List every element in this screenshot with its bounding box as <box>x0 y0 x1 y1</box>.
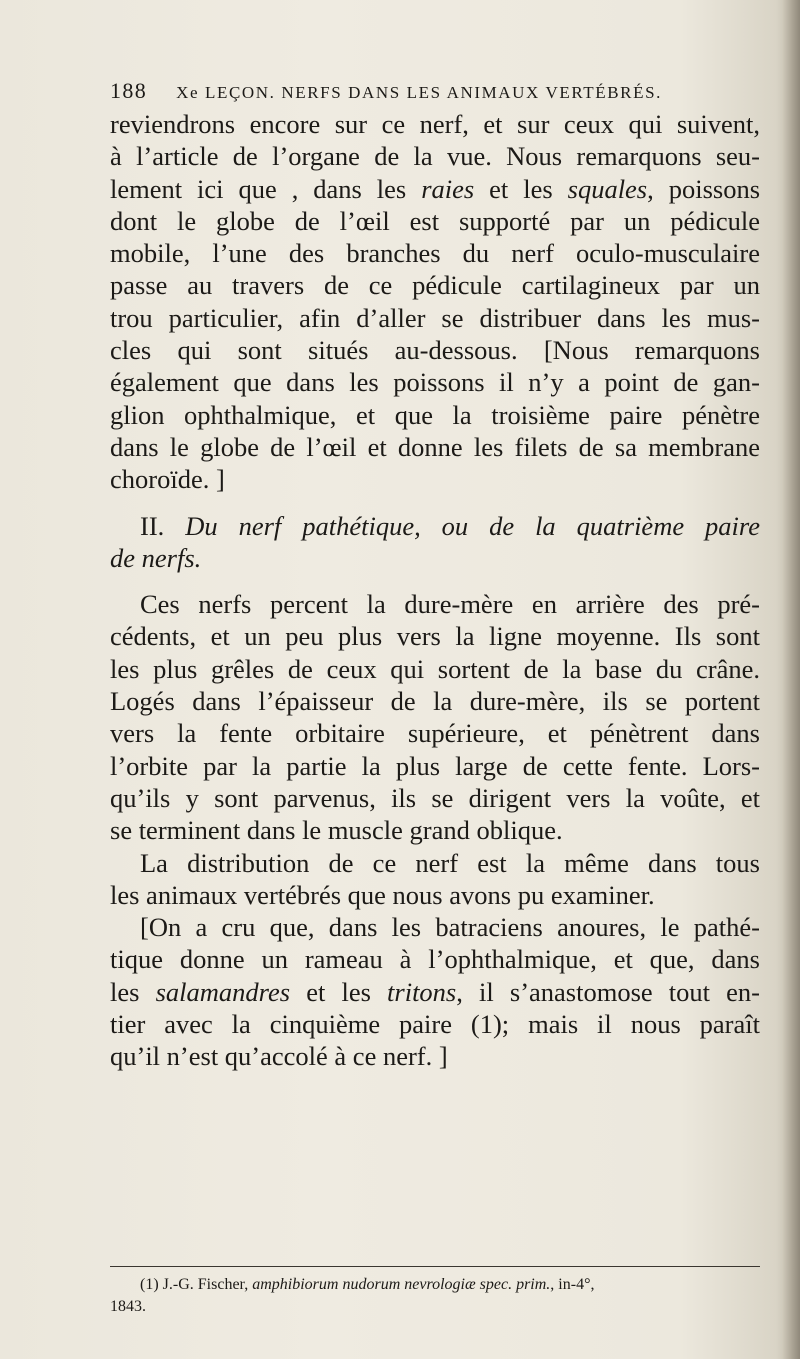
text-line: [On a cru que, dans les batraciens anoures, le pathé- <box>140 912 760 943</box>
text-span: , il s’anastomose tout en- <box>456 976 760 1007</box>
section-title-continued: de nerfs. <box>110 542 202 573</box>
text-line: reviendrons encore sur ce nerf, et sur ceux qui suivent, <box>110 109 760 139</box>
section-title: Du nerf pathétique, ou de la quatrième paire <box>185 510 760 541</box>
italic-term: squales <box>567 173 648 204</box>
text-line: qu’ils y sont parvenus, ils se dirigent vers la voûte, et <box>110 782 760 813</box>
text-span: et les <box>474 173 568 204</box>
page-edge-shadow <box>782 0 800 1359</box>
running-title: Xe LEÇON. NERFS DANS LES ANIMAUX VERTÉBRÉS. <box>176 83 662 102</box>
text-line: se terminent dans le muscle grand oblique. <box>110 815 563 846</box>
italic-term: salamandres <box>155 976 291 1007</box>
text-line: à l’article de l’organe de la vue. Nous remarquons seu- <box>110 141 760 172</box>
text-line: cédents, et un peu plus vers la ligne moyenne. Ils sont <box>110 621 760 652</box>
footnote-divider <box>110 1266 760 1267</box>
text-line <box>110 976 760 1008</box>
section-heading <box>110 510 760 542</box>
text-span: les <box>110 976 156 1007</box>
text-span: , poissons <box>647 173 760 204</box>
text-line: Ces nerfs percent la dure-mère en arrière des pré- <box>140 589 760 620</box>
text-line: dans le globe de l’œil et donne les filets de sa membrane <box>110 431 760 462</box>
text-line: les animaux vertébrés que nous avons pu examiner. <box>110 879 655 910</box>
text-line: qu’il n’est qu’accolé à ce nerf. ] <box>110 1041 448 1072</box>
text-line: vers la fente orbitaire supérieure, et pénètrent dans <box>110 718 760 749</box>
text-line <box>110 173 760 205</box>
text-line: également que dans les poissons il n’y a point de gan- <box>110 367 760 398</box>
text-line: glion ophthalmique, et que la troisième paire pénètre <box>110 399 760 430</box>
page-header <box>110 78 710 104</box>
text-line: les plus grêles de ceux qui sortent de la base du crâne. <box>110 653 760 684</box>
footnote <box>110 1274 760 1318</box>
text-line: tique donne un rameau à l’ophthalmique, et que, dans <box>110 944 760 975</box>
footnote-line <box>110 1274 760 1296</box>
footnote-marker: (1) J.-G. Fischer, <box>140 1276 253 1293</box>
footnote-rest: , in-4°, <box>550 1276 595 1293</box>
text-line: mobile, l’une des branches du nerf oculo-musculaire <box>110 238 760 269</box>
page-number: 188 <box>110 78 148 103</box>
text-line: Logés dans l’épaisseur de la dure-mère, ils se portent <box>110 686 760 717</box>
text-line: choroïde. ] <box>110 464 225 495</box>
text-line: trou particulier, afin d’aller se distribuer dans les mus- <box>110 302 760 333</box>
text-span: et les <box>290 976 388 1007</box>
body-text <box>110 108 760 1073</box>
italic-term: tritons <box>387 976 457 1007</box>
text-line: passe au travers de ce pédicule cartilagineux par un <box>110 270 760 301</box>
text-line: tier avec la cinquième paire (1); mais il nous paraît <box>110 1009 760 1040</box>
text-line: La distribution de ce nerf est la même dans tous <box>140 847 760 878</box>
footnote-title: amphibiorum nudorum nevrologiæ spec. prim. <box>252 1276 551 1293</box>
text-line: l’orbite par la partie la plus large de cette fente. Lors- <box>110 750 760 781</box>
italic-term: raies <box>421 173 475 204</box>
footnote-year: 1843. <box>110 1298 146 1315</box>
section-number: II. <box>140 510 186 541</box>
text-span: lement ici que , dans les <box>110 173 422 204</box>
text-line: cles qui sont situés au-dessous. [Nous remarquons <box>110 335 760 366</box>
text-line: dont le globe de l’œil est supporté par un pédicule <box>110 205 760 236</box>
